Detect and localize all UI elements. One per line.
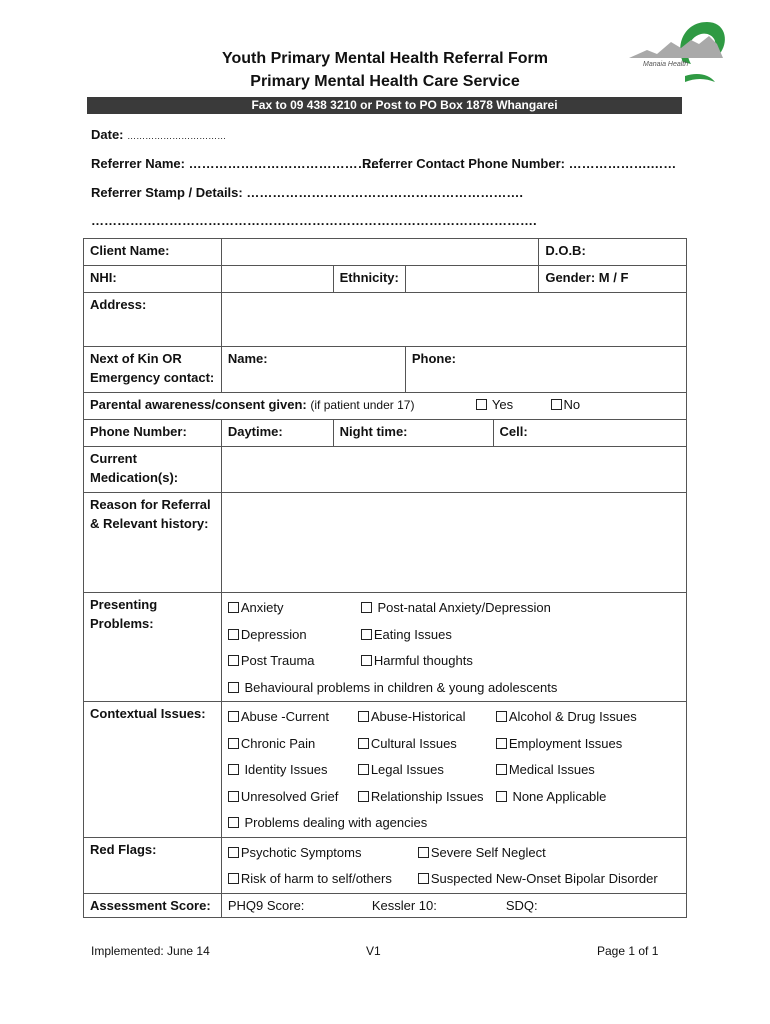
parental-consent-row <box>84 393 687 420</box>
option-abuse-current[interactable] <box>228 704 358 731</box>
checkbox-icon[interactable] <box>496 738 507 749</box>
option-chronic-pain[interactable] <box>228 731 358 758</box>
no-label: No <box>563 397 581 412</box>
referrer-phone-line[interactable] <box>362 156 676 171</box>
form-title: Youth Primary Mental Health Referral Form <box>222 50 548 67</box>
kin-name-field[interactable]: Name: <box>221 347 405 393</box>
cell-field[interactable]: Cell: <box>493 420 686 447</box>
option-legal[interactable] <box>358 757 496 784</box>
referrer-name-label: Referrer Name: <box>91 156 185 171</box>
option-label: Abuse-Historical <box>370 709 466 724</box>
reason-label: Reason for Referral & Relevant history: <box>84 493 222 593</box>
option-label: Risk of harm to self/others <box>240 871 392 886</box>
checkbox-icon[interactable] <box>476 399 487 410</box>
checkbox-icon[interactable] <box>228 791 239 802</box>
medication-field[interactable] <box>221 447 686 493</box>
kessler-field[interactable]: Kessler 10: <box>371 897 437 913</box>
option-psychotic[interactable] <box>228 840 418 867</box>
option-agencies[interactable] <box>228 810 427 837</box>
option-label: Legal Issues <box>370 762 444 777</box>
phq9-field[interactable]: PHQ9 Score: <box>227 897 305 913</box>
footer-version: V1 <box>366 944 381 958</box>
checkbox-icon[interactable] <box>228 764 239 775</box>
option-cultural[interactable] <box>358 731 496 758</box>
option-label: None Applicable <box>508 788 607 804</box>
option-risk-harm[interactable] <box>228 866 418 893</box>
checkbox-icon[interactable] <box>361 629 372 640</box>
footer-page: Page 1 of 1 <box>597 944 659 958</box>
red-flags-options <box>221 837 686 893</box>
option-label: Psychotic Symptoms <box>240 844 362 860</box>
checkbox-icon[interactable] <box>228 655 239 666</box>
address-label: Address: <box>84 293 222 347</box>
nhi-field[interactable] <box>221 266 333 293</box>
yes-label: Yes <box>491 397 514 412</box>
date-line[interactable] <box>91 127 226 142</box>
checkbox-icon[interactable] <box>496 711 507 722</box>
option-label: Chronic Pain <box>240 735 316 751</box>
checkbox-icon[interactable] <box>418 873 429 884</box>
option-label: Depression <box>240 626 307 642</box>
dob-field[interactable]: D.O.B: <box>539 239 687 266</box>
option-alcohol[interactable] <box>496 704 637 731</box>
checkbox-icon[interactable] <box>496 791 507 802</box>
night-time-field[interactable]: Night time: <box>333 420 493 447</box>
referrer-stamp-line[interactable] <box>91 185 523 200</box>
phone-number-label: Phone Number: <box>84 420 222 447</box>
option-abuse-historical[interactable] <box>358 704 496 731</box>
address-field[interactable] <box>221 293 686 347</box>
checkbox-icon[interactable] <box>358 711 369 722</box>
checkbox-icon[interactable] <box>228 873 239 884</box>
option-none-applicable[interactable] <box>496 784 607 811</box>
option-post-trauma[interactable] <box>228 648 361 675</box>
checkbox-icon[interactable] <box>228 682 239 693</box>
referrer-name-dots: ……………………………………… <box>188 156 384 171</box>
option-anxiety[interactable] <box>228 595 361 622</box>
option-label: Eating Issues <box>373 626 452 642</box>
kin-phone-field[interactable]: Phone: <box>405 347 686 393</box>
checkbox-icon[interactable] <box>418 847 429 858</box>
option-relationship[interactable] <box>358 784 496 811</box>
presenting-label: Presenting Problems: <box>84 593 222 702</box>
option-self-neglect[interactable] <box>418 840 546 867</box>
presenting-options <box>221 593 686 702</box>
option-postnatal[interactable] <box>361 595 551 622</box>
option-harmful[interactable] <box>361 648 473 675</box>
fax-text: Fax to 09 438 3210 or Post to PO Box 1878 Whangarei <box>251 98 558 112</box>
option-label: Medical Issues <box>508 762 595 777</box>
fax-banner <box>87 97 682 114</box>
ethnicity-label: Ethnicity: <box>333 266 405 293</box>
option-label: Unresolved Grief <box>240 788 339 804</box>
contextual-label: Contextual Issues: <box>84 702 222 838</box>
nhi-label: NHI: <box>84 266 222 293</box>
assessment-scores <box>221 893 686 917</box>
checkbox-icon[interactable] <box>358 791 369 802</box>
extra-dots-line[interactable]: …………………………………………………………………………………………. <box>91 213 537 228</box>
referrer-phone-label: Referrer Contact Phone Number: <box>362 156 565 171</box>
option-label: Anxiety <box>240 600 284 615</box>
referrer-stamp-dots: ………………………………………………………. <box>246 185 523 200</box>
option-label: Identity Issues <box>240 762 328 777</box>
sdq-field[interactable]: SDQ: <box>505 897 538 913</box>
option-employment[interactable] <box>496 731 622 758</box>
checkbox-icon[interactable] <box>228 847 239 858</box>
option-label: Cultural Issues <box>370 735 457 751</box>
checkbox-icon[interactable] <box>361 602 372 613</box>
referrer-phone-dots: ……………….…… <box>568 156 677 171</box>
option-bipolar[interactable] <box>418 866 658 893</box>
option-eating[interactable] <box>361 622 452 649</box>
checkbox-icon[interactable] <box>358 764 369 775</box>
option-label: Employment Issues <box>508 735 623 751</box>
option-label: Abuse -Current <box>240 709 329 724</box>
option-label: Post-natal Anxiety/Depression <box>373 600 551 615</box>
option-label: Relationship Issues <box>370 788 484 804</box>
referral-table <box>83 238 687 918</box>
contextual-options <box>221 702 686 838</box>
medication-label: Current Medication(s): <box>84 447 222 493</box>
checkbox-icon[interactable] <box>361 655 372 666</box>
option-label: Harmful thoughts <box>373 653 473 668</box>
option-label: Problems dealing with agencies <box>240 815 428 830</box>
checkbox-icon[interactable] <box>358 738 369 749</box>
red-flags-label: Red Flags: <box>84 837 222 893</box>
option-medical[interactable] <box>496 757 595 784</box>
assessment-label: Assessment Score: <box>84 893 222 917</box>
option-label: Behavioural problems in children & young adolescents <box>240 679 558 695</box>
footer-implemented: Implemented: June 14 <box>91 944 210 958</box>
option-label: Severe Self Neglect <box>430 844 546 860</box>
consent-yes-option[interactable] <box>476 395 514 414</box>
option-label: Suspected New-Onset Bipolar Disorder <box>430 871 658 886</box>
checkbox-icon[interactable] <box>228 602 239 613</box>
referrer-stamp-label: Referrer Stamp / Details: <box>91 185 243 200</box>
checkbox-icon[interactable] <box>228 629 239 640</box>
parental-note: (if patient under 17) <box>310 398 415 412</box>
option-behavioural[interactable] <box>228 675 558 702</box>
ethnicity-field[interactable] <box>405 266 538 293</box>
checkbox-icon[interactable] <box>228 817 239 828</box>
reason-field[interactable] <box>221 493 686 593</box>
checkbox-icon[interactable] <box>551 399 562 410</box>
next-of-kin-label: Next of Kin OR Emergency contact: <box>84 347 222 393</box>
daytime-field[interactable]: Daytime: <box>221 420 333 447</box>
client-name-field[interactable] <box>221 239 539 266</box>
checkbox-icon[interactable] <box>228 738 239 749</box>
date-label: Date: <box>91 127 124 142</box>
logo-text: Manaia Health <box>643 61 689 68</box>
option-depression[interactable] <box>228 622 361 649</box>
gender-field[interactable]: Gender: M / F <box>539 266 687 293</box>
checkbox-icon[interactable] <box>496 764 507 775</box>
consent-no-option[interactable] <box>551 395 581 414</box>
option-label: Post Trauma <box>240 653 315 668</box>
option-label: Alcohol & Drug Issues <box>508 709 637 724</box>
client-name-label: Client Name: <box>84 239 222 266</box>
parental-label: Parental awareness/consent given: <box>90 397 307 412</box>
date-dots: …………………………… <box>127 131 227 141</box>
referrer-name-line[interactable] <box>91 156 384 171</box>
form-subtitle: Primary Mental Health Care Service <box>250 73 520 90</box>
option-identity[interactable] <box>228 757 358 784</box>
checkbox-icon[interactable] <box>228 711 239 722</box>
option-grief[interactable] <box>228 784 358 811</box>
